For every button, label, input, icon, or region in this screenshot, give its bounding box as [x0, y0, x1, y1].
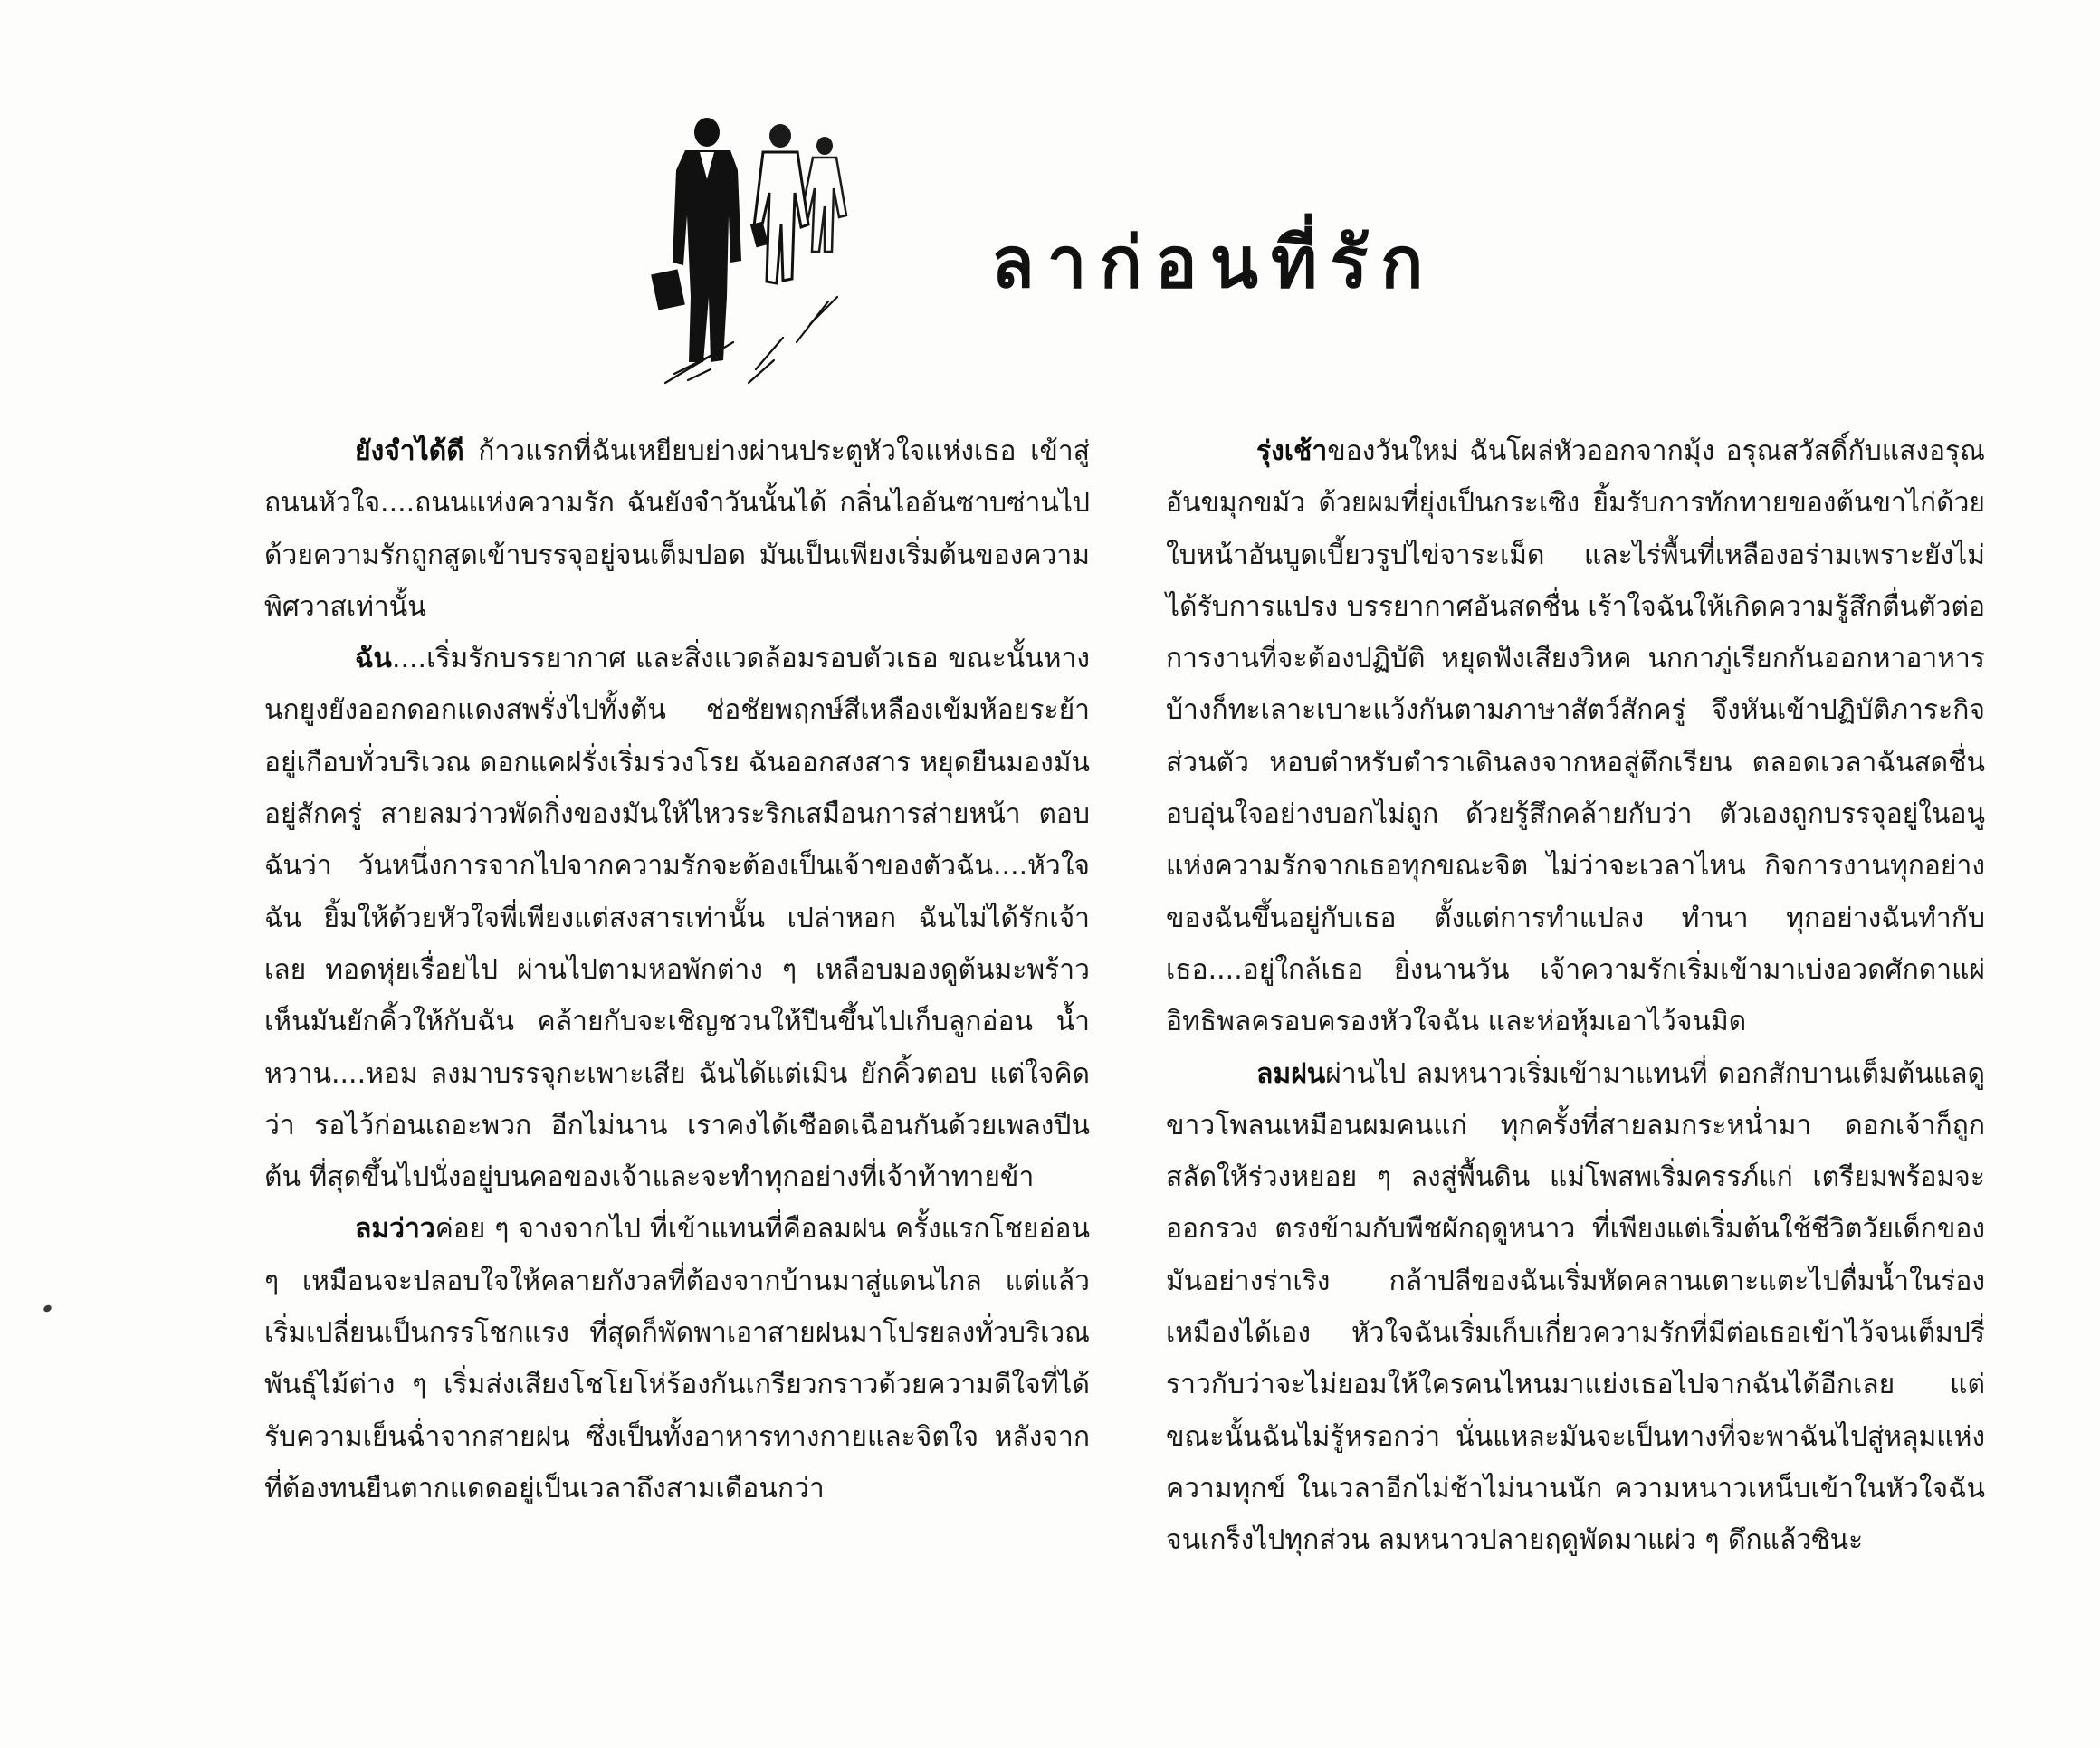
paragraph-lead: ลมว่าว — [355, 1213, 435, 1246]
paragraph-lead: รุ่งเช้า — [1256, 435, 1328, 467]
paragraph — [1166, 425, 1985, 1048]
right-column — [1166, 425, 1985, 1567]
paragraph-lead: ลมฝน — [1256, 1057, 1326, 1090]
paragraph-lead: ยังจำได้ดี — [355, 435, 464, 467]
paragraph — [1166, 1048, 1985, 1567]
paragraph-text: ผ่านไป ลมหนาวเริ่มเข้ามาแทนที่ ดอกสักบานเต็มต้นแลดูขาวโพลนเหมือนผมคนแก่ ทุกครั้งที่สายลมกระหน่ำมา ดอกเจ้าก็ถูกสลัดให้ร่วงหยอย ๆ ลงสู่พื้นดิน แม่โพสพเริ่มครรภ์แก่ เตรียมพร้อมจะออกรวง ตรงข้ามกับพืชผักฤดูหนาว ที่เพียงแต่เริ่มต้นใช้ชีวิตวัยเด็กของมันอย่างร่าเริง กล้าปลีของฉันเริ่มหัดคลานเตาะแตะไปดื่มน้ำในร่องเหมืองได้เอง หัวใจฉันเริ่มเก็บเกี่ยวความรักที่มีต่อเธอเข้าไว้จนเต็มปรี่ราวกับว่าจะไม่ยอมให้ใครคนไหนมาแย่งเธอไปจากฉันได้อีกเลย แต่ขณะนั้นฉันไม่รู้หรอกว่า นั่นแหละมันจะเป็นทางที่จะพาฉันไปสู่หลุมแห่งความทุกข์ ในเวลาอีกไม่ช้าไม่นานนัก ความหนาวเหน็บเข้าในหัวใจฉันจนเกร็งไปทุกส่วน ลมหนาวปลายฤดูพัดมาแผ่ว ๆ ดึกแล้วซินะ — [1166, 1057, 1985, 1557]
paragraph-lead: ฉัน — [355, 643, 392, 675]
paragraph-text: ของวันใหม่ ฉันโผล่หัวออกจากมุ้ง อรุณสวัสดิ์กับแสงอรุณอันขมุกขมัว ด้วยผมที่ยุ่งเป็นกระเซิง ยิ้มรับการทักทายของต้นขาไก่ด้วยใบหน้าอันบูดเบี้ยวรูปไข่จาระเม็ด และไร่พื้นที่เหลืองอร่ามเพราะยังไม่ได้รับการแปรง บรรยากาศอันสดชื่น เร้าใจฉันให้เกิดความรู้สึกตื่นตัวต่อการงานที่จะต้องปฏิบัติ หยุดฟังเสียงวิหค นกกาภู่เรียกกันออกหาอาหาร บ้างก็ทะเลาะเบาะแว้งกันตามภาษาสัตว์สักครู่ จึงหันเข้าปฏิบัติภาระกิจส่วนตัว หอบตำหรับตำราเดินลงจากหอสู่ตึกเรียน ตลอดเวลาฉันสดชื่น อบอุ่นใจอย่างบอกไม่ถูก ด้วยรู้สึกคล้ายกับว่า ตัวเองถูกบรรจุอยู่ในอนูแห่งความรักจากเธอทุกขณะจิต ไม่ว่าจะเวลาไหน กิจการงานทุกอย่างของฉันขึ้นอยู่กับเธอ ตั้งแต่การทำแปลง ทำนา ทุกอย่างฉันทำกับเธอ....อยู่ใกล้เธอ ยิ่งนานวัน เจ้าความรักเริ่มเข้ามาเบ่งอวดศักดาแผ่อิทธิพลครอบครองหัวใจฉัน และห่อหุ้มเอาไว้จนมิด — [1166, 435, 1985, 1038]
ink-speck — [43, 1304, 52, 1313]
men-walking-illustration — [647, 116, 878, 387]
document-title: ลาก่อนที่รัก — [991, 222, 1437, 304]
paragraph — [264, 1203, 1090, 1514]
paragraph — [264, 633, 1090, 1203]
paragraph — [264, 425, 1090, 633]
paragraph-text: ก้าวแรกที่ฉันเหยียบย่างผ่านประตูหัวใจแห่งเธอ เข้าสู่ถนนหัวใจ....ถนนแห่งความรัก ฉันยังจำวันนั้นได้ กลิ่นไออันซาบซ่านไปด้วยความรักถูกสูดเข้าบรรจุอยู่จนเต็มปอด มันเป็นเพียงเริ่มต้นของความพิศวาสเท่านั้น — [264, 435, 1090, 623]
paragraph-text: ค่อย ๆ จางจากไป ที่เข้าแทนที่คือลมฝน ครั้งแรกโชยอ่อน ๆ เหมือนจะปลอบใจให้คลายกังวลที่ต้องจากบ้านมาสู่แดนไกล แต่แล้วเริ่มเปลี่ยนเป็นกรรโชกแรง ที่สุดก็พัดพาเอาสายฝนมาโปรยลงทั่วบริเวณ พันธุ์ไม้ต่าง ๆ เริ่มส่งเสียงโชโยโห่ร้องกันเกรียวกราวด้วยความดีใจที่ได้รับความเย็นฉ่ำจากสายฝน ซึ่งเป็นทั้งอาหารทางกายและจิตใจ หลังจากที่ต้องทนยืนตากแดดอยู่เป็นเวลาถึงสามเดือนกว่า — [264, 1213, 1090, 1504]
paragraph-text: ....เริ่มรักบรรยากาศ และสิ่งแวดล้อมรอบตัวเธอ ขณะนั้นหางนกยูงยังออกดอกแดงสพรั่งไปทั้งต้น ช่อชัยพฤกษ์สีเหลืองเข้มห้อยระย้าอยู่เกือบทั่วบริเวณ ดอกแคฝรั่งเริ่มร่วงโรย ฉันออกสงสาร หยุดยืนมองมันอยู่สักครู่ สายลมว่าวพัดกิ่งของมันให้ไหวระริกเสมือนการส่ายหน้า ตอบฉันว่า วันหนึ่งการจากไปจากความรักจะต้องเป็นเจ้าของตัวฉัน....หัวใจฉัน ยิ้มให้ด้วยหัวใจพี่เพียงแต่สงสารเท่านั้น เปล่าหอก ฉันไม่ได้รักเจ้าเลย ทอดหุ่ยเรื่อยไป ผ่านไปตามหอพักต่าง ๆ เหลือบมองดูต้นมะพร้าว เห็นมันยักคิ้วให้กับฉัน คล้ายกับจะเชิญชวนให้ปีนขึ้นไปเก็บลูกอ่อน น้ำหวาน....หอม ลงมาบรรจุกะเพาะเสีย ฉันได้แต่เมิน ยักคิ้วตอบ แต่ใจคิดว่า รอไว้ก่อนเถอะพวก อีกไม่นาน เราคงได้เชือดเฉือนกันด้วยเพลงปีนต้น ที่สุดขึ้นไปนั่งอยู่บนคอของเจ้าและจะทำทุกอย่างที่เจ้าท้าทายข้า — [264, 643, 1090, 1194]
left-column — [264, 425, 1090, 1514]
